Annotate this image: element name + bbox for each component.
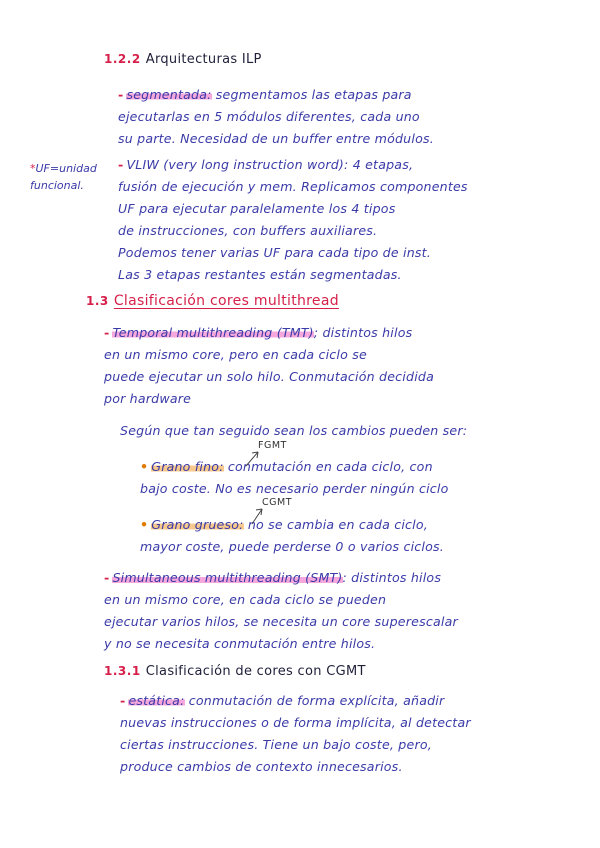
fgmt-arrow [246, 452, 258, 466]
note-line: ejecutar varios hilos, se necesita un core superescalar [104, 614, 458, 629]
note-line: ; distintos hilos [313, 325, 413, 340]
note-line: no se cambia en cada ciclo, [243, 517, 428, 532]
note-line: ejecutarlas en 5 módulos diferentes, cada uno [118, 109, 420, 124]
note-line: ciertas instrucciones. Tiene un bajo coste, pero, [120, 737, 432, 752]
note-line: fusión de ejecución y mem. Replicamos componentes [118, 179, 468, 194]
note-line: bajo coste. No es necesario perder ningún ciclo [140, 481, 449, 496]
highlighted-term: Grano fino: [151, 459, 224, 474]
highlighted-term: Temporal multithreading (TMT) [112, 325, 314, 340]
note-line: Las 3 etapas restantes están segmentadas. [118, 267, 402, 282]
section-title: Arquitecturas ILP [145, 52, 262, 67]
asterisk-icon: * [30, 162, 36, 175]
bullet-dot: • [140, 459, 149, 474]
note-line: nuevas instrucciones o de forma implícita, al detectar [120, 715, 471, 730]
note-line: : distintos hilos [342, 570, 442, 585]
side-note-line: UF=unidad [35, 162, 97, 175]
section-title: Clasificación de cores con CGMT [145, 664, 366, 679]
note-line: puede ejecutar un solo hilo. Conmutación decidida [104, 369, 435, 384]
note-line: segmentamos las etapas para [211, 87, 412, 102]
note-line: su parte. Necesidad de un buffer entre módulos. [118, 131, 434, 146]
note-line: Según que tan seguido sean los cambios pueden ser: [120, 423, 468, 438]
bullet-dash: - [104, 325, 110, 340]
bullet-dot: • [140, 517, 149, 532]
note-line: de instrucciones, con buffers auxiliares. [118, 223, 378, 238]
note-line: UF para ejecutar paralelamente los 4 tipos [118, 201, 396, 216]
side-note-line: funcional. [30, 179, 84, 192]
bullet-dash: - [104, 570, 110, 585]
note-line: por hardware [104, 391, 192, 406]
section-number: 1.3.1 [104, 664, 141, 678]
highlighted-term: segmentada: [126, 87, 212, 102]
cgmt-arrow [252, 509, 262, 524]
section-number: 1.3 [86, 294, 109, 308]
highlighted-term: Simultaneous multithreading (SMT) [112, 570, 343, 585]
cgmt-annotation: CGMT [262, 497, 292, 508]
note-line: VLIW (very long instruction word): 4 etapas, [126, 157, 414, 172]
note-line: Podemos tener varias UF para cada tipo de inst. [118, 245, 432, 260]
note-line: produce cambios de contexto innecesarios. [120, 759, 403, 774]
bullet-dash: - [118, 87, 124, 102]
note-line: mayor coste, puede perderse 0 o varios ciclos. [140, 539, 444, 554]
highlighted-term: Grano grueso: [151, 517, 244, 532]
section-number: 1.2.2 [104, 52, 141, 66]
note-line: en un mismo core, en cada ciclo se pueden [104, 592, 387, 607]
note-line: conmutación de forma explícita, añadir [184, 693, 445, 708]
note-line: en un mismo core, pero en cada ciclo se [104, 347, 367, 362]
bullet-dash: - [118, 157, 124, 172]
section-title: Clasificación cores multithread [113, 293, 339, 309]
fgmt-annotation: FGMT [258, 440, 287, 451]
note-line: conmutación en cada ciclo, con [223, 459, 433, 474]
bullet-dash: - [120, 693, 126, 708]
highlighted-term: estática: [128, 693, 185, 708]
note-line: y no se necesita conmutación entre hilos. [104, 636, 376, 651]
